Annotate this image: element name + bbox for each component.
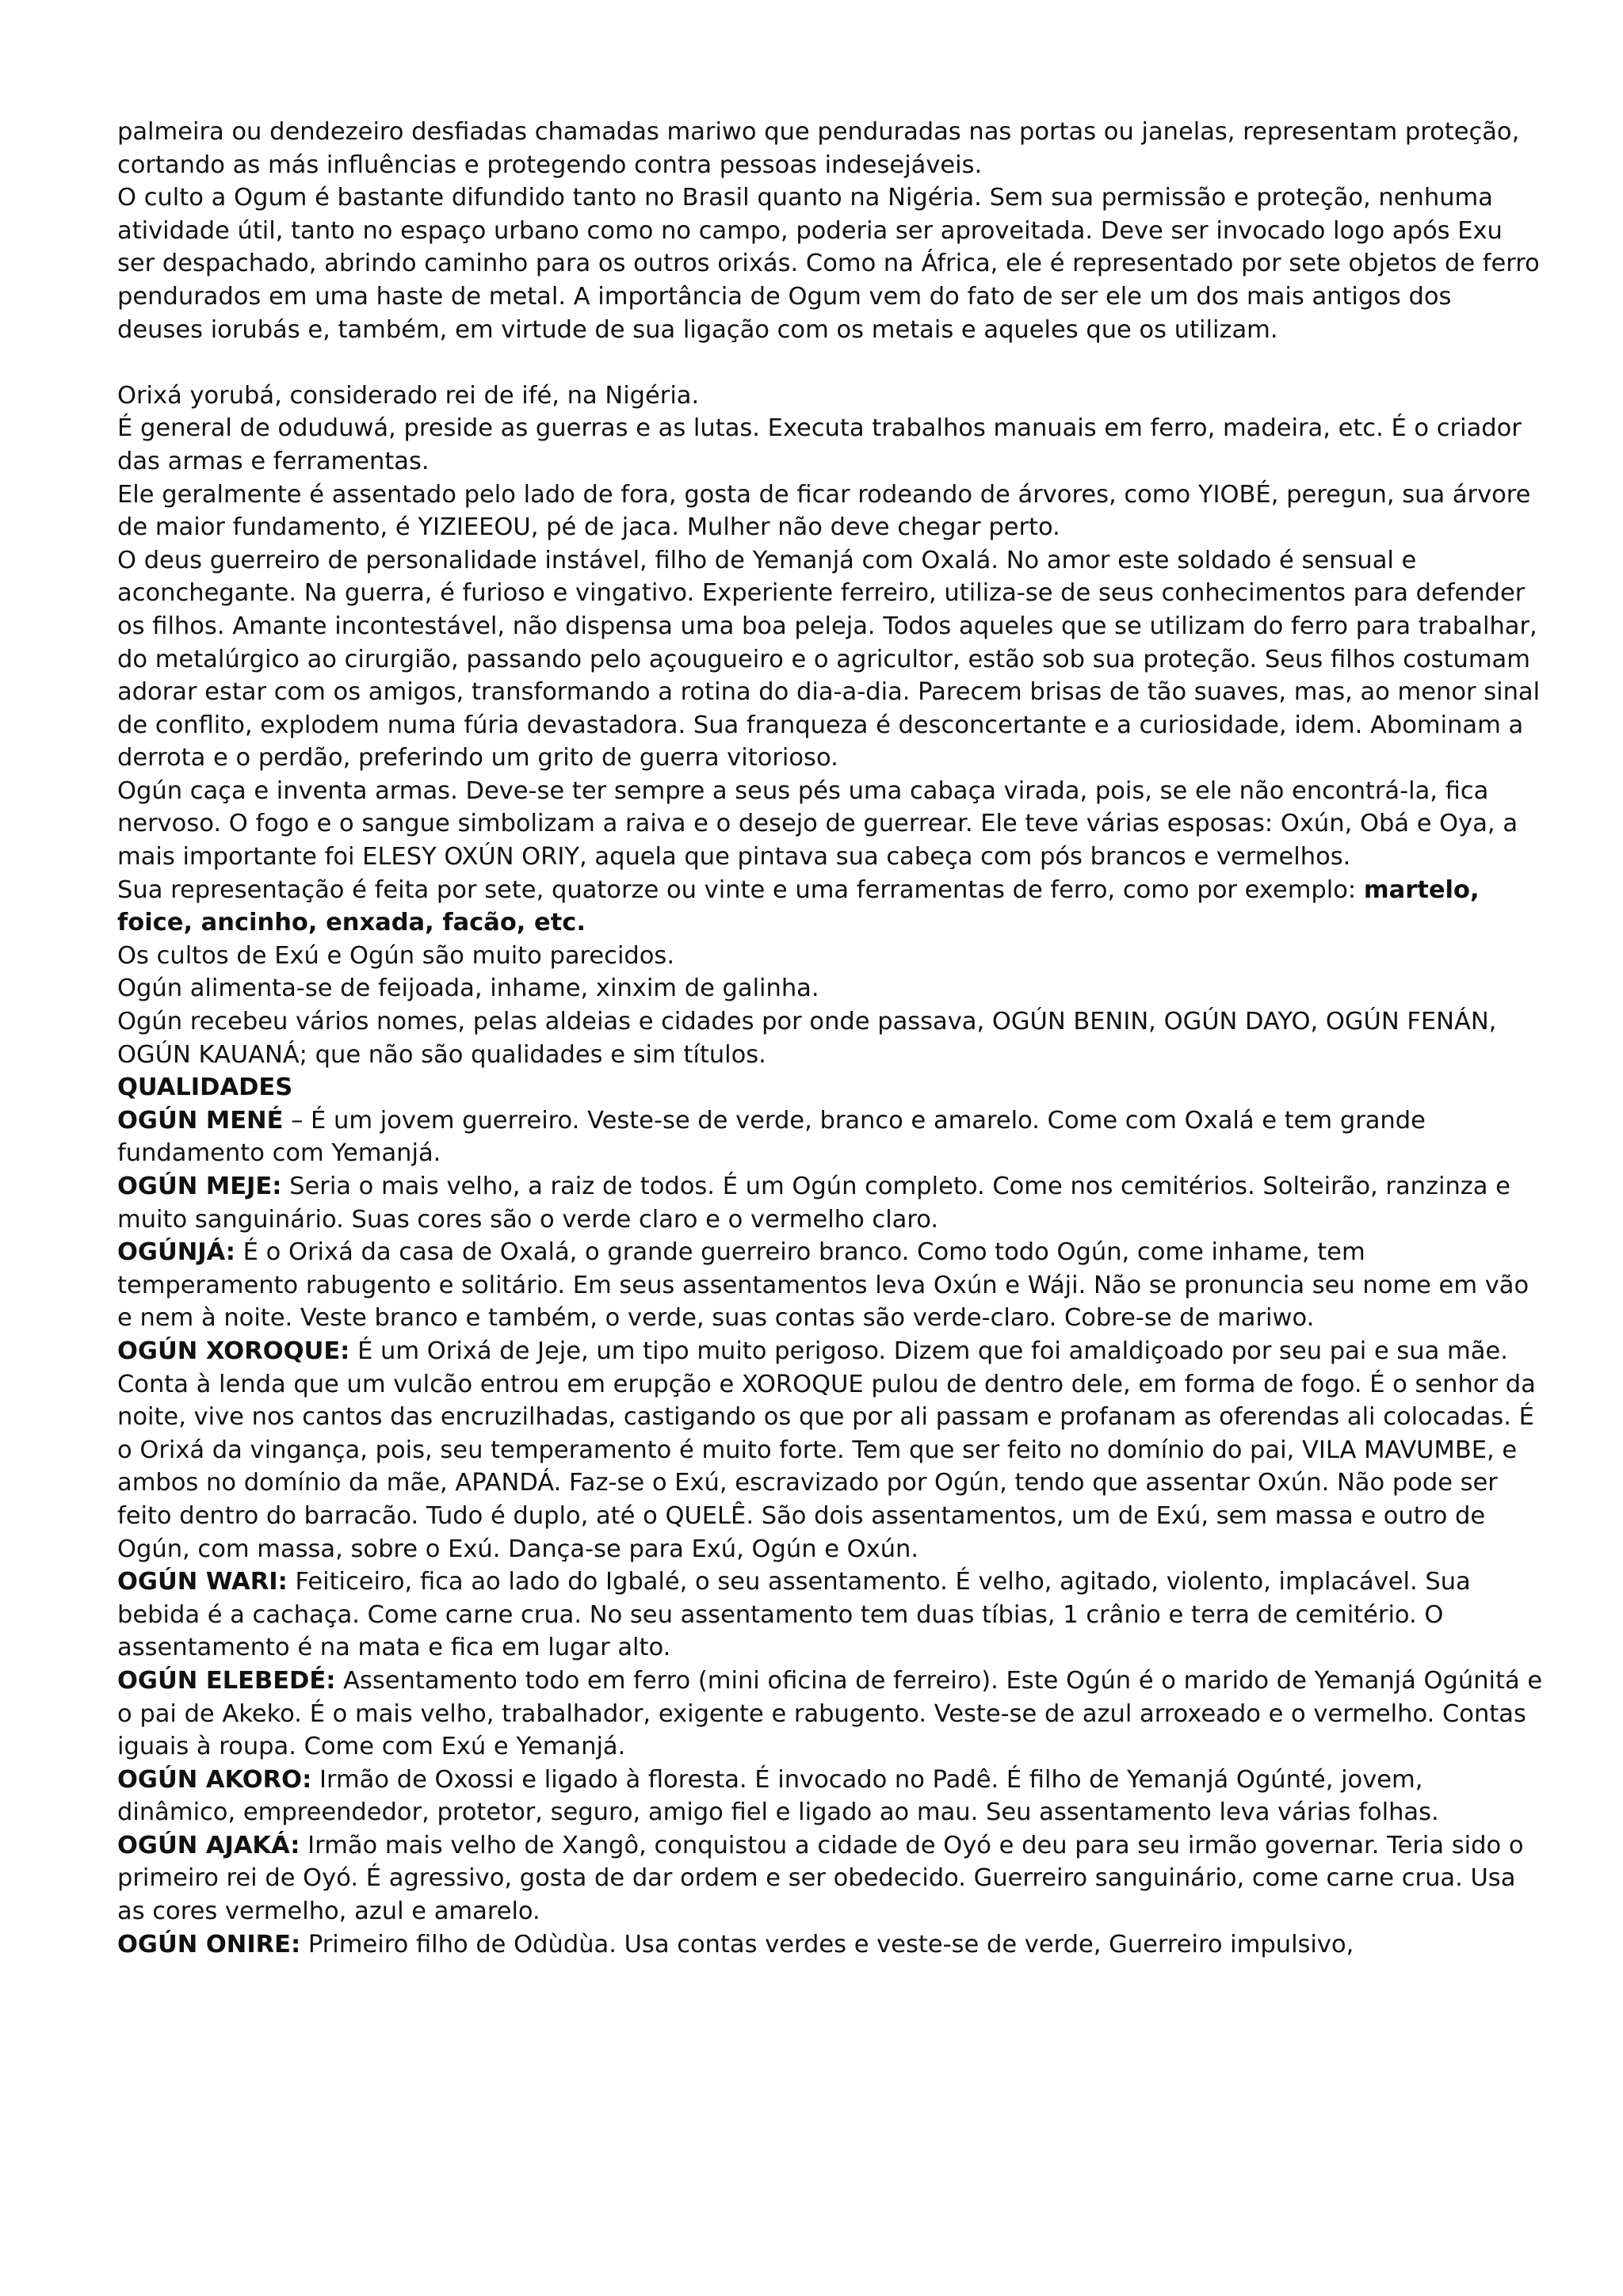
body-paragraph: O deus guerreiro de personalidade instável, filho de Yemanjá com Oxalá. No amor este soldado é sensual e aconchegante. Na guerra, é furioso e vingativo. Experiente ferreiro, utiliza-se de seus conhecimentos para defender os filhos. Amante incontestável, não dispensa uma boa peleja. Todos aqueles que se utilizam do ferro para trabalhar, do metalúrgico ao cirurgião, passando pelo açougueiro e o agricultor, estão sob sua proteção. Seus filhos costumam adorar estar com os amigos, transformando a rotina do dia-a-dia. Parecem brisas de tão suaves, mas, ao menor sinal de conflito, explodem numa fúria devastadora. Sua franqueza é desconcertante e a curiosidade, idem. Abominam a derrota e o perdão, preferindo um grito de guerra vitorioso. [117,546,1541,772]
qualidade-text: – É um jovem guerreiro. Veste-se de verde, branco e amarelo. Come com Oxalá e tem grande fundamento com Yemanjá. [117,1106,1426,1168]
qualidade-entry [117,1764,1544,1829]
qualidade-entry [117,1170,1544,1236]
body-paragraph: Ogún alimenta-se de feijoada, inhame, xinxim de galinha. [117,974,819,1003]
body-paragraph: Ogún caça e inventa armas. Deve-se ter sempre a seus pés uma cabaça virada, pois, se ele não encontrá-la, fica nervoso. O fogo e o sangue simbolizam a raiva e o desejo de guerrear. Ele teve várias esposas: Oxún, Obá e Oya, a mais importante foi ELESY OXÚN ORIY, aquela que pintava sua cabeça com pós brancos e vermelhos. [117,776,1518,871]
qualidade-text: Feiticeiro, fica ao lado do Igbalé, o seu assentamento. É velho, agitado, violento, implacável. Sua bebida é a cachaça. Come carne crua. No seu assentamento tem duas tíbias, 1 crânio e terra de cemitério. O assentamento é na mata e fica em lugar alto. [117,1568,1471,1662]
qualidade-text: É o Orixá da casa de Oxalá, o grande guerreiro branco. Como todo Ogún, come inhame, tem temperamento rabugento e solitário. Em seus assentamentos leva Oxún e Wáji. Não se pronuncia seu nome em vão e nem à noite. Veste branco e também, o verde, suas contas são verde-claro. Cobre-se de mariwo. [117,1238,1529,1333]
qualidade-name: OGÚN AKORO: [117,1765,312,1794]
document-page [117,116,1544,1961]
body-paragraph: Ele geralmente é assentado pelo lado de fora, gosta de ficar rodeando de árvores, como YIOBÉ, peregun, sua árvore de maior fundamento, é YIZIEEOU, pé de jaca. Mulher não deve chegar perto. [117,480,1531,542]
qualidade-text: Irmão de Oxossi e ligado à floresta. É invocado no Padê. É filho de Yemanjá Ogúnté, jovem, dinâmico, empreendedor, protetor, seguro, amigo fiel e ligado ao mau. Seu assentamento leva várias folhas. [117,1765,1439,1827]
qualidade-name: OGÚN AJAKÁ: [117,1831,300,1859]
body-paragraph: É general de oduduwá, preside as guerras e as lutas. Executa trabalhos manuais em ferro, madeira, etc. É o criador das armas e ferramentas. [117,414,1522,475]
intro-paragraph-1: palmeira ou dendezeiro desfiadas chamadas mariwo que penduradas nas portas ou janelas, representam proteção, cortando as más influências e protegendo contra pessoas indesejáveis. [117,118,1520,179]
tools-paragraph [117,874,1544,940]
qualidade-text: Seria o mais velho, a raiz de todos. É um Ogún completo. Come nos cemitérios. Solteirão, ranzinza e muito sanguinário. Suas cores são o verde claro e o vermelho claro. [117,1173,1510,1234]
qualidade-name: OGÚN ELEBEDÉ: [117,1666,336,1695]
paragraph-gap [117,346,1544,379]
intro-paragraph-2: O culto a Ogum é bastante difundido tanto no Brasil quanto na Nigéria. Sem sua permissão e proteção, nenhuma atividade útil, tanto no espaço urbano como no campo, poderia ser aproveitada. Deve ser invocado logo após Exu ser despachado, abrindo caminho para os outros orixás. Como na África, ele é representado por sete objetos de ferro pendurados em uma haste de metal. A importância de Ogum vem do fato de ser ele um dos mais antigos dos deuses iorubás e, também, em virtude de sua ligação com os metais e aqueles que os utilizam. [117,184,1540,344]
qualidades-heading: QUALIDADES [117,1074,293,1102]
qualidade-entry [117,1104,1544,1170]
qualidade-name: OGÚN MENÉ [117,1106,284,1135]
body-paragraph: Os cultos de Exú e Ogún são muito parecidos. [117,941,675,970]
qualidade-entry [117,1566,1544,1665]
qualidade-entry [117,1236,1544,1335]
qualidade-entry [117,1335,1544,1566]
tools-intro-text: Sua representação é feita por sete, quatorze ou vinte e uma ferramentas de ferro, como por exemplo: [117,875,1364,904]
qualidade-entry [117,1928,1544,1962]
body-paragraph: Ogún recebeu vários nomes, pelas aldeias e cidades por onde passava, OGÚN BENIN, OGÚN DAYO, OGÚN FENÁN, OGÚN KAUANÁ; que não são qualidades e sim títulos. [117,1008,1497,1069]
qualidade-entry [117,1829,1544,1928]
qualidade-text: Irmão mais velho de Xangô, conquistou a cidade de Oyó e deu para seu irmão governar. Teria sido o primeiro rei de Oyó. É agressivo, gosta de dar ordem e ser obedecido. Guerreiro sanguinário, come carne crua. Usa as cores vermelho, azul e amarelo. [117,1831,1524,1926]
body-paragraph: Orixá yorubá, considerado rei de ifé, na Nigéria. [117,381,700,410]
qualidade-entry [117,1665,1544,1764]
qualidade-name: OGÚNJÁ: [117,1238,235,1267]
qualidade-name: OGÚN XOROQUE: [117,1337,350,1365]
qualidade-text: Primeiro filho de Odùdùa. Usa contas verdes e veste-se de verde, Guerreiro impulsivo, [300,1930,1354,1958]
qualidade-name: OGÚN WARI: [117,1568,288,1596]
qualidade-text: Assentamento todo em ferro (mini oficina de ferreiro). Este Ogún é o marido de Yemanjá Ogúnitá e o pai de Akeko. É o mais velho, trabalhador, exigente e rabugento. Veste-se de azul arroxeado e o vermelho. Contas iguais à roupa. Come com Exú e Yemanjá. [117,1666,1543,1761]
qualidade-text: É um Orixá de Jeje, um tipo muito perigoso. Dizem que foi amaldiçoado por seu pai e sua mãe. Conta à lenda que um vulcão entrou em erupção e XOROQUE pulou de dentro dele, em forma de fogo. É o senhor da noite, vive nos cantos das encruzilhadas, castigando os que por ali passam e profanam as oferendas ali colocadas. É o Orixá da vingança, pois, seu temperamento é muito forte. Tem que ser feito no domínio do pai, VILA MAVUMBE, e ambos no domínio da mãe, APANDÁ. Faz-se o Exú, escravizado por Ogún, tendo que assentar Oxún. Não pode ser feito dentro do barracão. Tudo é duplo, até o QUELÊ. São dois assentamentos, um de Exú, sem massa e outro de Ogún, com massa, sobre o Exú. Dança-se para Exú, Ogún e Oxún. [117,1337,1536,1563]
qualidade-name: OGÚN ONIRE: [117,1930,301,1958]
qualidade-name: OGÚN MEJE: [117,1173,282,1200]
tools-list: martelo, foice, ancinho, enxada, facão, etc. [117,875,1480,937]
